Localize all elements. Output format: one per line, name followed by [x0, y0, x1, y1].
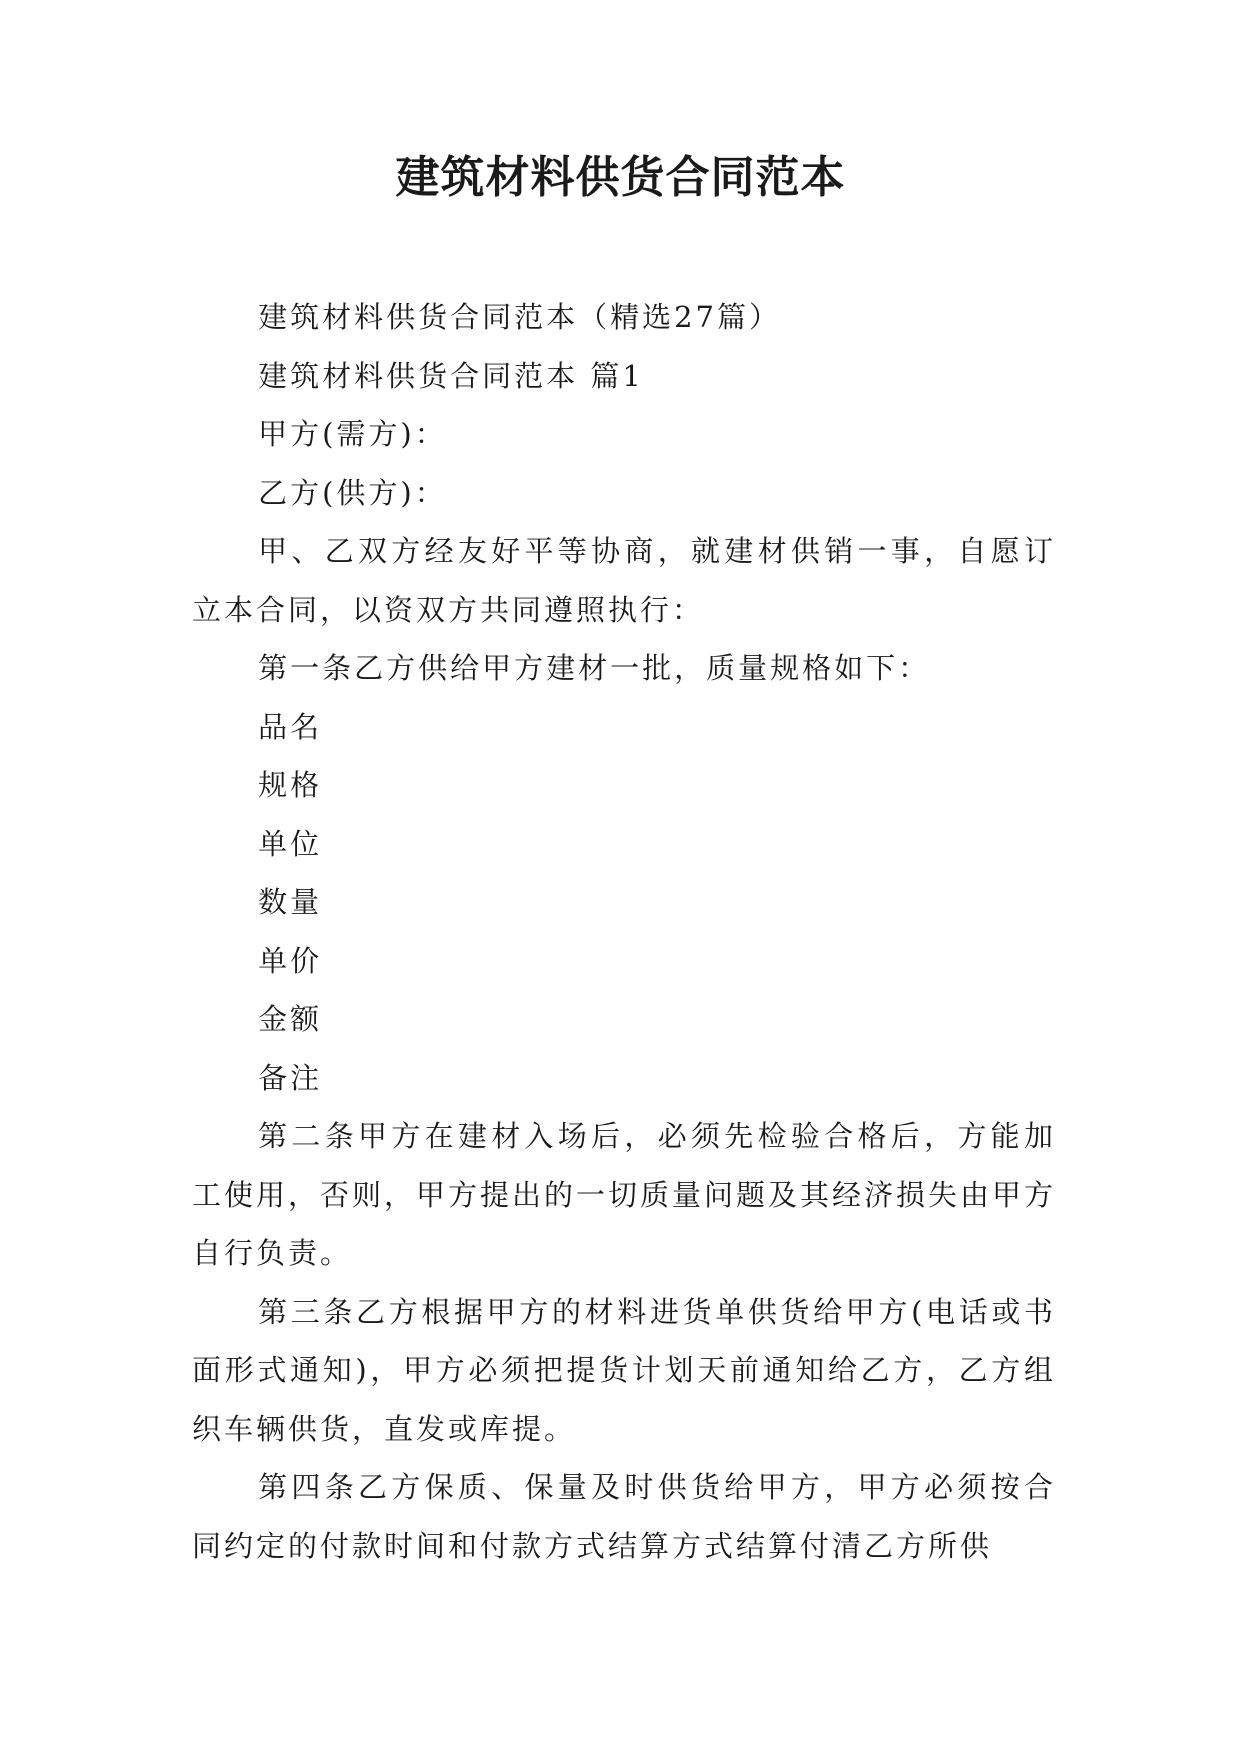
paragraph-party-b: 乙方(供方)：: [258, 475, 447, 510]
paragraph-heading: 建筑材料供货合同范本 篇1: [258, 358, 644, 393]
field-unit: 单位: [258, 826, 323, 861]
field-specification: 规格: [258, 768, 323, 802]
paragraph-article-2: 第二条甲方在建材入场后，必须先检验合格后，方能加工使用，否则，甲方提出的一切质量问题及其经济损失由甲方自行负责。: [192, 1119, 1057, 1270]
field-item-name: 品名: [258, 709, 323, 744]
field-unit-price: 单价: [258, 943, 323, 978]
paragraph-article-1: 第一条乙方供给甲方建材一批，质量规格如下：: [258, 651, 931, 685]
document-body: [192, 288, 1056, 1575]
field-remarks: 备注: [258, 1060, 323, 1095]
paragraph-preamble: 甲、乙双方经友好平等协商，就建材供销一事，自愿订立本合同，以资双方共同遵照执行：: [192, 534, 1056, 627]
paragraph-subtitle: 建筑材料供货合同范本（精选27篇）: [258, 300, 782, 334]
paragraph-article-4: 第四条乙方保质、保量及时供货给甲方，甲方必须按合同约定的付款时间和付款方式结算方式结算付清乙方所供: [192, 1470, 1056, 1563]
paragraph-party-a: 甲方(需方)：: [258, 417, 447, 451]
field-quantity: 数量: [258, 885, 323, 919]
paragraph-article-3: 第三条乙方根据甲方的材料进货单供货给甲方(电话或书面形式通知)，甲方必须把提货计划天前通知给乙方，乙方组织车辆供货，直发或库提。: [192, 1294, 1056, 1446]
document-title: 建筑材料供货合同范本: [395, 152, 846, 203]
field-amount: 金额: [258, 1002, 323, 1036]
